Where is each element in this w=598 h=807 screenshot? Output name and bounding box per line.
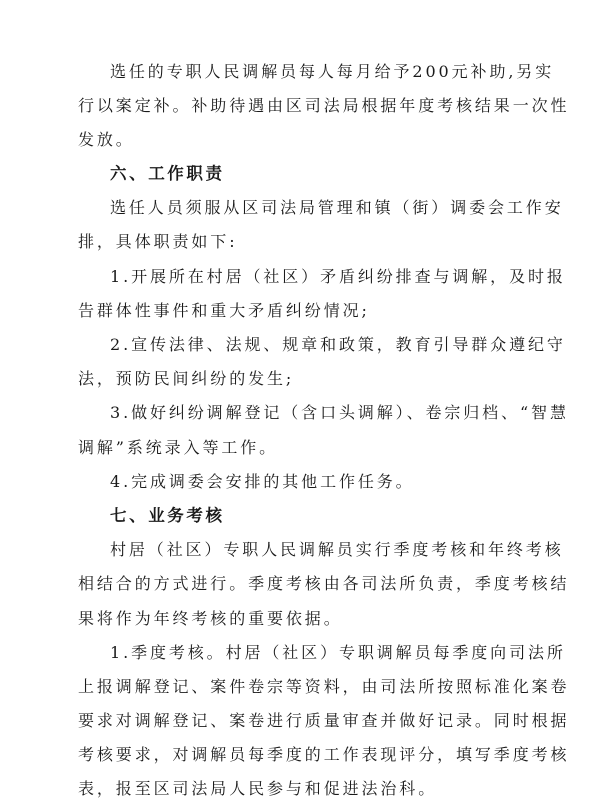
paragraph-line: 选任的专职人民调解员每人每月给予200元补助,另实: [110, 62, 555, 81]
list-item-line: 调解”系统录入等工作。: [78, 438, 279, 457]
paragraph-line: 行以案定补。补助待遇由区司法局根据年度考核结果一次性: [78, 96, 570, 115]
list-item-line: 告群体性事件和重大矛盾纠纷情况;: [78, 301, 370, 320]
paragraph-line: 发放。: [78, 130, 135, 149]
list-item-line: 2.宣传法律、法规、规章和政策，教育引导群众遵纪守: [110, 335, 566, 354]
paragraph-line: 村居（社区）专职人民调解员实行季度考核和年终考核: [110, 540, 564, 559]
paragraph-line: 果将作为年终考核的重要依据。: [78, 609, 343, 628]
paragraph-line: 相结合的方式进行。季度考核由各司法所负责，季度考核结: [78, 574, 570, 593]
list-item-line: 3.做好纠纷调解登记（含口头调解）、卷宗归档、“智慧: [110, 403, 569, 422]
paragraph-line: 排，具体职责如下:: [78, 232, 238, 251]
list-item-line: 要求对调解登记、案卷进行质量审查并做好记录。同时根据: [78, 711, 570, 730]
list-item-line: 1.季度考核。村居（社区）专职调解员每季度向司法所: [110, 643, 566, 662]
section-heading-duties: 六、工作职责: [110, 164, 225, 183]
list-item-line: 上报调解登记、案件卷宗等资料，由司法所按照标准化案卷: [78, 677, 570, 696]
list-item-line: 4.完成调委会安排的其他工作任务。: [110, 472, 415, 491]
list-item-line: 法，预防民间纠纷的发生;: [78, 369, 295, 388]
list-item-line: 考核要求，对调解员每季度的工作表现评分，填写季度考核: [78, 745, 570, 764]
paragraph-line: 选任人员须服从区司法局管理和镇（街）调委会工作安: [110, 198, 564, 217]
list-item-line: 表，报至区司法局人民参与和促进法治科。: [78, 779, 438, 798]
section-heading-assessment: 七、业务考核: [110, 506, 225, 525]
list-item-line: 1.开展所在村居（社区）矛盾纠纷排查与调解，及时报: [110, 267, 566, 286]
